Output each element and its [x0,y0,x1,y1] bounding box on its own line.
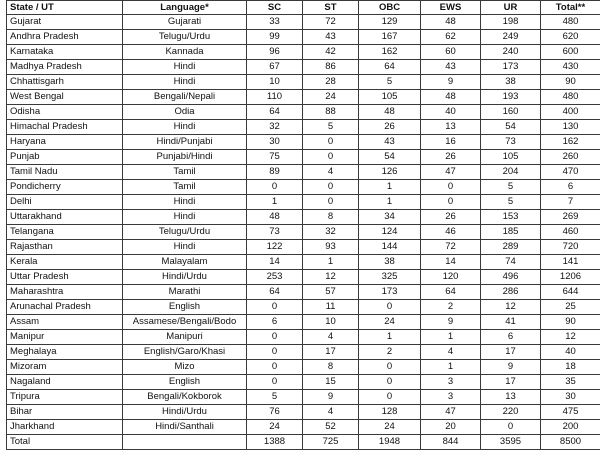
ews-cell: 26 [421,150,481,165]
obc-cell: 1 [359,330,421,345]
table-header-row [7,1,600,15]
state-cell: Madhya Pradesh [7,60,123,75]
ews-cell: 16 [421,135,481,150]
language-cell: Hindi [123,210,247,225]
table-row [7,390,600,405]
ur-cell: 73 [481,135,541,150]
ur-cell: 17 [481,375,541,390]
ur-cell: 220 [481,405,541,420]
total-cell: 480 [541,90,600,105]
ews-cell: 72 [421,240,481,255]
language-cell: Hindi [123,195,247,210]
state-cell: Himachal Pradesh [7,120,123,135]
table-row [7,60,600,75]
sc-cell: 253 [247,270,303,285]
obc-cell: 34 [359,210,421,225]
state-cell: Uttarakhand [7,210,123,225]
total-sc: 1388 [247,435,303,450]
state-cell: Telangana [7,225,123,240]
state-cell: Tamil Nadu [7,165,123,180]
total-cell: 90 [541,75,600,90]
state-cell: Odisha [7,105,123,120]
st-cell: 0 [303,180,359,195]
language-cell: Odia [123,105,247,120]
table-row [7,15,600,30]
total-cell: 12 [541,330,600,345]
total-cell: 130 [541,120,600,135]
table-row [7,315,600,330]
sc-cell: 122 [247,240,303,255]
table-row [7,120,600,135]
total-cell: 480 [541,15,600,30]
st-cell: 88 [303,105,359,120]
language-cell: Mizo [123,360,247,375]
total-cell: 30 [541,390,600,405]
total-cell: 475 [541,405,600,420]
ews-cell: 64 [421,285,481,300]
st-cell: 1 [303,255,359,270]
total-cell: 430 [541,60,600,75]
ews-cell: 62 [421,30,481,45]
language-cell: Tamil [123,165,247,180]
st-cell: 28 [303,75,359,90]
obc-cell: 48 [359,105,421,120]
st-cell: 57 [303,285,359,300]
state-cell: Uttar Pradesh [7,270,123,285]
ur-cell: 38 [481,75,541,90]
ur-cell: 289 [481,240,541,255]
obc-cell: 1 [359,195,421,210]
table-row [7,75,600,90]
ews-cell: 40 [421,105,481,120]
sc-cell: 0 [247,375,303,390]
total-cell: 25 [541,300,600,315]
sc-cell: 32 [247,120,303,135]
header-obc: OBC [359,1,421,15]
obc-cell: 64 [359,60,421,75]
header-ur: UR [481,1,541,15]
table-row [7,135,600,150]
language-cell: English/Garo/Khasi [123,345,247,360]
sc-cell: 6 [247,315,303,330]
sc-cell: 14 [247,255,303,270]
ur-cell: 173 [481,60,541,75]
obc-cell: 38 [359,255,421,270]
ur-cell: 198 [481,15,541,30]
ews-cell: 43 [421,60,481,75]
st-cell: 0 [303,150,359,165]
st-cell: 72 [303,15,359,30]
table-row [7,45,600,60]
ews-cell: 120 [421,270,481,285]
ur-cell: 6 [481,330,541,345]
st-cell: 17 [303,345,359,360]
st-cell: 43 [303,30,359,45]
obc-cell: 5 [359,75,421,90]
state-cell: Mizoram [7,360,123,375]
ur-cell: 0 [481,420,541,435]
ews-cell: 0 [421,180,481,195]
total-cell: 400 [541,105,600,120]
st-cell: 12 [303,270,359,285]
total-cell: 1206 [541,270,600,285]
state-cell: Manipur [7,330,123,345]
st-cell: 42 [303,45,359,60]
sc-cell: 0 [247,300,303,315]
state-cell: Nagaland [7,375,123,390]
ews-cell: 3 [421,390,481,405]
total-obc: 1948 [359,435,421,450]
obc-cell: 128 [359,405,421,420]
table-row [7,150,600,165]
language-cell: English [123,375,247,390]
sc-cell: 0 [247,345,303,360]
total-cell: 162 [541,135,600,150]
table-row [7,405,600,420]
total-language-cell [123,435,247,450]
language-cell: Bengali/Kokborok [123,390,247,405]
obc-cell: 173 [359,285,421,300]
language-cell: Manipuri [123,330,247,345]
table-row [7,105,600,120]
ews-cell: 48 [421,90,481,105]
st-cell: 52 [303,420,359,435]
sc-cell: 5 [247,390,303,405]
state-cell: West Bengal [7,90,123,105]
st-cell: 93 [303,240,359,255]
ews-cell: 48 [421,15,481,30]
total-cell: 141 [541,255,600,270]
language-cell: Assamese/Bengali/Bodo [123,315,247,330]
ews-cell: 47 [421,165,481,180]
total-cell: 600 [541,45,600,60]
ews-cell: 14 [421,255,481,270]
state-cell: Punjab [7,150,123,165]
ews-cell: 9 [421,315,481,330]
sc-cell: 30 [247,135,303,150]
total-cell: 260 [541,150,600,165]
total-st: 725 [303,435,359,450]
obc-cell: 162 [359,45,421,60]
total-cell: 90 [541,315,600,330]
total-ews: 844 [421,435,481,450]
total-cell: 18 [541,360,600,375]
table-row [7,345,600,360]
st-cell: 15 [303,375,359,390]
ews-cell: 13 [421,120,481,135]
sc-cell: 76 [247,405,303,420]
ews-cell: 1 [421,360,481,375]
st-cell: 11 [303,300,359,315]
ur-cell: 9 [481,360,541,375]
state-cell: Tripura [7,390,123,405]
language-cell: Tamil [123,180,247,195]
header-sc: SC [247,1,303,15]
obc-cell: 1 [359,180,421,195]
obc-cell: 43 [359,135,421,150]
ews-cell: 1 [421,330,481,345]
st-cell: 4 [303,405,359,420]
table-body [7,15,600,435]
sc-cell: 64 [247,105,303,120]
ews-cell: 20 [421,420,481,435]
obc-cell: 24 [359,420,421,435]
seat-distribution-table [6,0,600,450]
obc-cell: 167 [359,30,421,45]
sc-cell: 10 [247,75,303,90]
obc-cell: 24 [359,315,421,330]
state-cell: Delhi [7,195,123,210]
table-row [7,165,600,180]
ur-cell: 160 [481,105,541,120]
state-cell: Rajasthan [7,240,123,255]
st-cell: 32 [303,225,359,240]
st-cell: 0 [303,195,359,210]
ews-cell: 3 [421,375,481,390]
ur-cell: 185 [481,225,541,240]
state-cell: Meghalaya [7,345,123,360]
sc-cell: 99 [247,30,303,45]
total-cell: 470 [541,165,600,180]
table-row [7,210,600,225]
ews-cell: 60 [421,45,481,60]
header-language: Language* [123,1,247,15]
ur-cell: 13 [481,390,541,405]
obc-cell: 325 [359,270,421,285]
ews-cell: 0 [421,195,481,210]
header-st: ST [303,1,359,15]
language-cell: English [123,300,247,315]
state-cell: Haryana [7,135,123,150]
total-ur: 3595 [481,435,541,450]
sc-cell: 0 [247,180,303,195]
state-cell: Chhattisgarh [7,75,123,90]
total-cell: 200 [541,420,600,435]
ur-cell: 105 [481,150,541,165]
table-row [7,285,600,300]
obc-cell: 0 [359,300,421,315]
ews-cell: 9 [421,75,481,90]
st-cell: 0 [303,135,359,150]
header-ews: EWS [421,1,481,15]
total-cell: 35 [541,375,600,390]
sc-cell: 67 [247,60,303,75]
language-cell: Marathi [123,285,247,300]
ur-cell: 249 [481,30,541,45]
table-row [7,300,600,315]
obc-cell: 126 [359,165,421,180]
st-cell: 86 [303,60,359,75]
language-cell: Hindi/Punjabi [123,135,247,150]
language-cell: Hindi/Santhali [123,420,247,435]
language-cell: Hindi/Urdu [123,270,247,285]
ews-cell: 46 [421,225,481,240]
language-cell: Telugu/Urdu [123,225,247,240]
sc-cell: 33 [247,15,303,30]
sc-cell: 0 [247,330,303,345]
language-cell: Bengali/Nepali [123,90,247,105]
total-cell: 7 [541,195,600,210]
ur-cell: 5 [481,180,541,195]
ur-cell: 5 [481,195,541,210]
total-grand: 8500 [541,435,600,450]
obc-cell: 144 [359,240,421,255]
ews-cell: 4 [421,345,481,360]
ur-cell: 41 [481,315,541,330]
language-cell: Gujarati [123,15,247,30]
ur-cell: 193 [481,90,541,105]
state-cell: Karnataka [7,45,123,60]
total-label: Total [7,435,123,450]
obc-cell: 105 [359,90,421,105]
language-cell: Hindi [123,75,247,90]
state-cell: Maharashtra [7,285,123,300]
language-cell: Telugu/Urdu [123,30,247,45]
ews-cell: 26 [421,210,481,225]
obc-cell: 124 [359,225,421,240]
language-cell: Kannada [123,45,247,60]
ur-cell: 286 [481,285,541,300]
ews-cell: 47 [421,405,481,420]
total-cell: 269 [541,210,600,225]
language-cell: Hindi [123,60,247,75]
ur-cell: 153 [481,210,541,225]
sc-cell: 96 [247,45,303,60]
table-row [7,360,600,375]
obc-cell: 0 [359,390,421,405]
table-row [7,195,600,210]
st-cell: 10 [303,315,359,330]
table-row [7,255,600,270]
ur-cell: 54 [481,120,541,135]
ews-cell: 2 [421,300,481,315]
obc-cell: 0 [359,375,421,390]
st-cell: 9 [303,390,359,405]
table-row [7,180,600,195]
total-row [7,435,600,450]
language-cell: Hindi [123,120,247,135]
ur-cell: 74 [481,255,541,270]
language-cell: Punjabi/Hindi [123,150,247,165]
total-cell: 644 [541,285,600,300]
total-cell: 6 [541,180,600,195]
obc-cell: 0 [359,360,421,375]
sc-cell: 1 [247,195,303,210]
ur-cell: 12 [481,300,541,315]
obc-cell: 129 [359,15,421,30]
state-cell: Jharkhand [7,420,123,435]
table-row [7,90,600,105]
total-cell: 460 [541,225,600,240]
sc-cell: 0 [247,360,303,375]
obc-cell: 54 [359,150,421,165]
st-cell: 5 [303,120,359,135]
obc-cell: 2 [359,345,421,360]
language-cell: Hindi/Urdu [123,405,247,420]
sc-cell: 48 [247,210,303,225]
sc-cell: 89 [247,165,303,180]
state-cell: Assam [7,315,123,330]
ur-cell: 17 [481,345,541,360]
st-cell: 4 [303,165,359,180]
total-cell: 720 [541,240,600,255]
st-cell: 24 [303,90,359,105]
sc-cell: 73 [247,225,303,240]
state-cell: Gujarat [7,15,123,30]
sc-cell: 24 [247,420,303,435]
state-cell: Pondicherry [7,180,123,195]
sc-cell: 75 [247,150,303,165]
sc-cell: 110 [247,90,303,105]
table-row [7,330,600,345]
ur-cell: 496 [481,270,541,285]
st-cell: 8 [303,360,359,375]
state-cell: Bihar [7,405,123,420]
language-cell: Hindi [123,240,247,255]
language-cell: Malayalam [123,255,247,270]
table-row [7,420,600,435]
header-total: Total** [541,1,600,15]
total-cell: 620 [541,30,600,45]
header-state: State / UT [7,1,123,15]
table-row [7,270,600,285]
state-cell: Andhra Pradesh [7,30,123,45]
total-cell: 40 [541,345,600,360]
table-row [7,240,600,255]
st-cell: 4 [303,330,359,345]
obc-cell: 26 [359,120,421,135]
table-row [7,225,600,240]
state-cell: Arunachal Pradesh [7,300,123,315]
state-cell: Kerala [7,255,123,270]
table-row [7,30,600,45]
ur-cell: 204 [481,165,541,180]
table-row [7,375,600,390]
st-cell: 8 [303,210,359,225]
sc-cell: 64 [247,285,303,300]
ur-cell: 240 [481,45,541,60]
